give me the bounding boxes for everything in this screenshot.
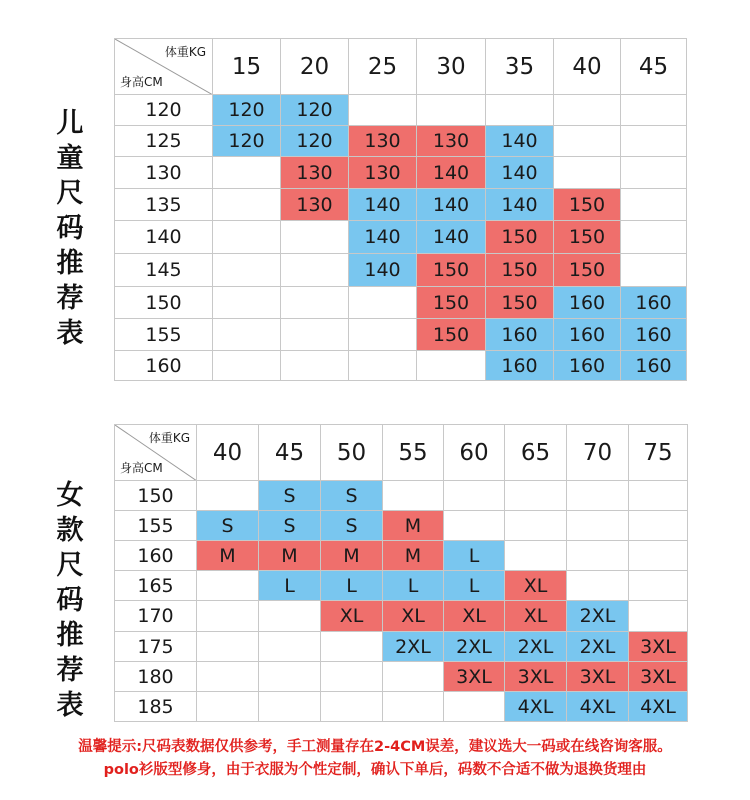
height-header-cell: 125 [115,126,213,157]
women-size-chart [114,424,688,722]
size-cell [213,157,281,189]
women-size-title: 女款尺码推荐表 [56,480,84,721]
size-cell [621,189,687,221]
height-header-cell: 155 [115,511,197,541]
size-row [115,662,688,692]
size-cell: 150 [486,221,554,254]
size-cell: 2XL [505,632,567,662]
footer-note-line1: 温馨提示:尺码表数据仅供参考，手工测量存在2-4CM误差，建议选大一码或在线咨询客服。 [78,739,672,755]
size-cell: M [197,541,259,571]
size-cell [417,351,486,381]
size-cell: 140 [349,254,417,287]
size-cell: 150 [486,254,554,287]
size-cell [349,95,417,126]
size-row [115,351,687,381]
size-cell [444,481,505,511]
size-row [115,692,688,722]
height-header-cell: 145 [115,254,213,287]
size-cell: 130 [281,157,349,189]
size-cell: 2XL [567,632,629,662]
height-axis-label: 身高CM [120,75,163,89]
size-cell: S [321,511,383,541]
size-cell [383,692,444,722]
size-cell: 160 [486,319,554,351]
size-cell [621,254,687,287]
size-cell [621,157,687,189]
size-cell: XL [321,601,383,632]
size-cell: S [259,481,321,511]
size-cell: 130 [349,126,417,157]
size-cell: M [321,541,383,571]
size-cell [197,481,259,511]
size-cell: M [383,511,444,541]
size-cell [213,319,281,351]
size-cell [259,692,321,722]
size-cell [259,632,321,662]
weight-header-cell: 70 [567,425,629,481]
size-cell [444,692,505,722]
size-cell: XL [444,601,505,632]
size-cell: 3XL [629,632,688,662]
size-cell [321,692,383,722]
size-cell: S [197,511,259,541]
size-cell: 140 [417,157,486,189]
size-cell [349,351,417,381]
size-cell: 2XL [383,632,444,662]
size-cell: 2XL [567,601,629,632]
weight-header-cell: 30 [417,39,486,95]
size-cell: 4XL [505,692,567,722]
height-header-cell: 175 [115,632,197,662]
size-cell [213,221,281,254]
size-row [115,189,687,221]
height-header-cell: 150 [115,287,213,319]
height-axis-label: 身高CM [120,461,163,475]
weight-header-cell: 50 [321,425,383,481]
size-cell [281,319,349,351]
size-cell: 150 [486,287,554,319]
size-cell: 160 [554,351,621,381]
size-cell: 3XL [629,662,688,692]
size-cell: XL [505,571,567,601]
size-cell [213,287,281,319]
kids-size-title: 儿童尺码推荐表 [56,108,84,349]
height-header-cell: 155 [115,319,213,351]
size-cell [621,95,687,126]
weight-header-cell: 15 [213,39,281,95]
weight-axis-label: 体重KG [164,45,206,59]
size-cell [629,541,688,571]
size-cell [213,254,281,287]
corner-header-cell [115,425,197,481]
height-header-cell: 170 [115,601,197,632]
size-cell [629,481,688,511]
weight-header-cell: 40 [554,39,621,95]
size-cell [281,254,349,287]
size-cell [505,481,567,511]
size-cell [197,601,259,632]
size-cell: 130 [417,126,486,157]
size-cell: 160 [621,287,687,319]
size-cell: L [383,571,444,601]
size-cell: 120 [213,95,281,126]
size-row [115,632,688,662]
weight-header-cell: 55 [383,425,444,481]
size-row [115,541,688,571]
weight-header-cell: 40 [197,425,259,481]
size-cell: 150 [554,189,621,221]
size-cell: 4XL [567,692,629,722]
height-header-cell: 120 [115,95,213,126]
size-cell: L [444,571,505,601]
size-cell [567,541,629,571]
size-cell [505,541,567,571]
size-cell: 140 [486,126,554,157]
height-header-cell: 160 [115,541,197,571]
weight-header-cell: 45 [259,425,321,481]
height-header-cell: 150 [115,481,197,511]
size-cell [567,481,629,511]
weight-header-cell: 75 [629,425,688,481]
size-cell: XL [383,601,444,632]
size-cell [321,632,383,662]
size-row [115,254,687,287]
size-cell: 140 [417,221,486,254]
footer-note-line2: polo衫版型修身，由于衣服为个性定制，确认下单后，码数不合适不做为退换货理由 [103,762,647,778]
size-cell [197,571,259,601]
size-cell [213,189,281,221]
size-cell: S [259,511,321,541]
size-cell [417,95,486,126]
size-cell: S [321,481,383,511]
size-cell [554,95,621,126]
size-cell: 150 [417,287,486,319]
size-cell: M [259,541,321,571]
size-cell [349,287,417,319]
size-cell: L [259,571,321,601]
weight-header-cell: 60 [444,425,505,481]
size-cell [281,221,349,254]
size-cell [281,287,349,319]
height-header-cell: 130 [115,157,213,189]
size-row [115,95,687,126]
size-cell: M [383,541,444,571]
size-cell [486,95,554,126]
size-cell: 160 [621,351,687,381]
size-cell: 2XL [444,632,505,662]
size-cell: 150 [417,319,486,351]
size-cell [621,126,687,157]
size-cell: 3XL [567,662,629,692]
size-row [115,126,687,157]
size-cell: 150 [554,254,621,287]
size-cell: 140 [349,189,417,221]
size-cell: 120 [213,126,281,157]
size-cell [197,632,259,662]
size-row [115,571,688,601]
size-cell [629,601,688,632]
size-cell: 130 [281,189,349,221]
size-cell [505,511,567,541]
height-header-cell: 185 [115,692,197,722]
weight-axis-label: 体重KG [148,431,190,445]
size-cell [554,157,621,189]
size-cell: 140 [486,189,554,221]
size-cell: 120 [281,126,349,157]
size-cell [444,511,505,541]
size-cell [259,601,321,632]
height-header-cell: 165 [115,571,197,601]
size-cell: 140 [486,157,554,189]
weight-header-cell: 65 [505,425,567,481]
size-row [115,511,688,541]
size-cell: 160 [621,319,687,351]
height-header-cell: 180 [115,662,197,692]
size-cell [629,571,688,601]
size-cell: 140 [349,221,417,254]
size-cell: L [321,571,383,601]
size-cell: XL [505,601,567,632]
size-cell: 160 [554,319,621,351]
size-row [115,601,688,632]
size-row [115,287,687,319]
size-cell [383,481,444,511]
weight-header-cell: 35 [486,39,554,95]
corner-header-cell [115,39,213,95]
size-cell [281,351,349,381]
size-cell: 150 [554,221,621,254]
weight-header-cell: 45 [621,39,687,95]
size-cell [197,692,259,722]
size-cell [629,511,688,541]
size-row [115,221,687,254]
size-cell [349,319,417,351]
weight-header-cell: 20 [281,39,349,95]
size-cell: 3XL [444,662,505,692]
height-header-cell: 160 [115,351,213,381]
size-cell: 130 [349,157,417,189]
size-cell [567,511,629,541]
size-cell [197,662,259,692]
size-cell [383,662,444,692]
size-cell: 3XL [505,662,567,692]
size-cell [321,662,383,692]
size-cell: 140 [417,189,486,221]
weight-header-cell: 25 [349,39,417,95]
kids-size-chart [114,38,687,381]
size-cell [567,571,629,601]
size-cell: 160 [554,287,621,319]
size-cell: L [444,541,505,571]
height-header-cell: 140 [115,221,213,254]
size-cell [213,351,281,381]
size-cell: 160 [486,351,554,381]
size-cell: 120 [281,95,349,126]
size-cell [259,662,321,692]
size-row [115,481,688,511]
size-row [115,319,687,351]
size-cell: 4XL [629,692,688,722]
height-header-cell: 135 [115,189,213,221]
size-cell [554,126,621,157]
size-cell [621,221,687,254]
size-row [115,157,687,189]
size-cell: 150 [417,254,486,287]
